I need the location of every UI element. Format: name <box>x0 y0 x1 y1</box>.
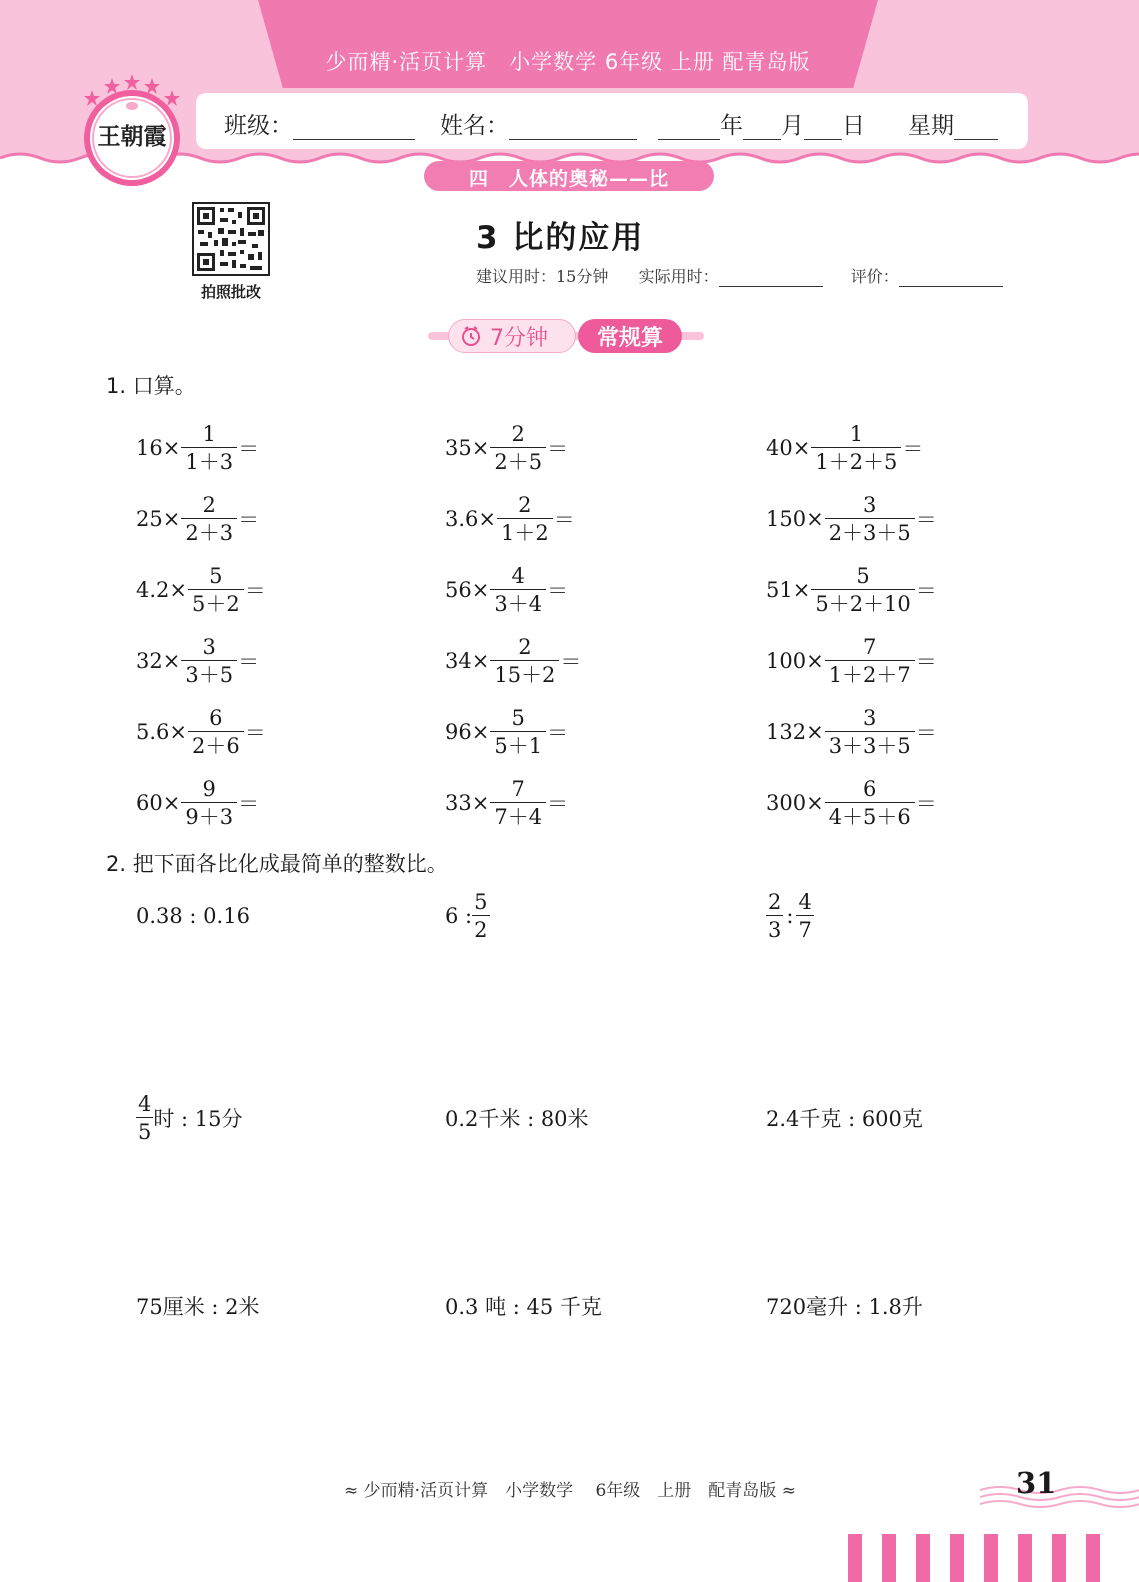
weekday-field[interactable] <box>908 107 998 140</box>
clock-icon <box>460 325 482 347</box>
footer-bar <box>916 1534 930 1582</box>
numerator: 7 <box>511 776 525 801</box>
footer-bar <box>950 1534 964 1582</box>
numerator: 2 <box>518 634 532 659</box>
footer-bar <box>1018 1534 1032 1582</box>
ratio-text: 时 : 15分 <box>153 1107 243 1131</box>
fraction <box>472 889 489 944</box>
fraction <box>181 634 237 689</box>
equals-sign: ＝ <box>560 650 582 674</box>
ratio-text: 0.2千米 : 80米 <box>445 1107 589 1131</box>
calc-expression <box>766 773 937 833</box>
calc-expression <box>445 702 568 762</box>
fraction <box>497 492 553 547</box>
footer-bar <box>1052 1534 1066 1582</box>
numerator: 3 <box>863 492 877 517</box>
fraction <box>490 776 546 831</box>
denominator: 9＋3 <box>181 802 237 831</box>
fraction <box>188 705 244 760</box>
ratio-item <box>766 1090 923 1146</box>
equals-sign: ＝ <box>902 437 924 461</box>
fraction <box>188 563 244 618</box>
denominator: 5＋2＋10 <box>811 589 914 618</box>
qr-code-icon[interactable] <box>192 202 270 276</box>
calc-expression <box>136 702 266 762</box>
equals-sign: ＝ <box>244 579 266 603</box>
multiplicand: 300× <box>766 791 824 815</box>
equals-sign: ＝ <box>915 650 937 674</box>
name-field[interactable] <box>440 107 637 140</box>
fraction <box>825 634 915 689</box>
fraction <box>825 776 915 831</box>
numerator: 5 <box>511 705 525 730</box>
fraction <box>136 1091 153 1146</box>
denominator: 2＋3 <box>181 518 237 547</box>
multiplicand: 25× <box>136 507 181 531</box>
denominator: 5＋1 <box>490 731 546 760</box>
calc-expression <box>766 631 937 691</box>
numerator: 1 <box>202 421 216 446</box>
logo-text: 王朝霞 <box>97 123 167 150</box>
calc-expression <box>136 773 259 833</box>
numerator: 4 <box>138 1091 152 1116</box>
calc-expression <box>766 489 937 549</box>
numerator: 1 <box>849 421 864 446</box>
numerator: 9 <box>202 776 216 801</box>
fraction <box>181 421 237 476</box>
calc-expression <box>136 560 266 620</box>
denominator: 2 <box>472 915 489 944</box>
fraction <box>181 492 237 547</box>
question-1-title: 1. 口算。 <box>106 374 196 398</box>
denominator: 3＋3＋5 <box>825 731 915 760</box>
equals-sign: ＝ <box>547 437 569 461</box>
ratio-item <box>136 1090 243 1146</box>
brand-logo-icon <box>78 70 186 188</box>
ratio-colon: : <box>786 904 794 928</box>
calc-expression <box>766 418 923 478</box>
question-2-title: 2. 把下面各比化成最简单的整数比。 <box>106 852 448 876</box>
year-label: 年 <box>720 113 743 139</box>
badge-type: 常规算 <box>596 326 663 351</box>
numerator: 2 <box>202 492 216 517</box>
multiplicand: 4.2× <box>136 578 187 602</box>
footer-series: ≈ 少而精·活页计算 小学数学 6年级 上册 配青岛版 ≈ <box>344 1481 796 1501</box>
calc-expression <box>136 418 259 478</box>
multiplicand: 5.6× <box>136 720 187 744</box>
fraction <box>811 421 901 476</box>
numerator: 4 <box>798 889 812 914</box>
badge-time: 7分钟 <box>490 326 548 351</box>
numerator: 2 <box>511 421 525 446</box>
denominator: 5 <box>136 1117 153 1146</box>
equals-sign: ＝ <box>238 792 260 816</box>
ratio-text: 0.3 吨 : 45 千克 <box>445 1295 602 1319</box>
ratio-item <box>445 1278 602 1334</box>
weekday-label: 星期 <box>908 113 954 139</box>
multiplicand: 51× <box>766 578 811 602</box>
multiplicand: 33× <box>445 791 490 815</box>
evaluation-field[interactable] <box>899 269 1003 287</box>
denominator: 7 <box>796 915 813 944</box>
time-info <box>476 264 1036 287</box>
denominator: 4＋5＋6 <box>825 802 915 831</box>
footer-bar <box>882 1534 896 1582</box>
equals-sign: ＝ <box>915 792 937 816</box>
denominator: 2＋5 <box>490 447 546 476</box>
equals-sign: ＝ <box>244 721 266 745</box>
calc-expression <box>445 489 575 549</box>
calc-expression <box>766 560 937 620</box>
equals-sign: ＝ <box>915 508 937 532</box>
ratio-item <box>445 1090 589 1146</box>
ratio-item <box>136 1278 260 1334</box>
denominator: 15＋2 <box>490 660 559 689</box>
denominator: 3＋5 <box>181 660 237 689</box>
denominator: 1＋3 <box>181 447 237 476</box>
denominator: 1＋2＋5 <box>811 447 901 476</box>
numerator: 5 <box>474 889 488 914</box>
fraction <box>825 705 915 760</box>
ratio-text: 75厘米 : 2米 <box>136 1295 260 1319</box>
fraction <box>490 563 546 618</box>
footer-bar <box>984 1534 998 1582</box>
ratio-text: 2.4千克 : 600克 <box>766 1107 923 1131</box>
equals-sign: ＝ <box>553 508 575 532</box>
multiplicand: 150× <box>766 507 824 531</box>
equals-sign: ＝ <box>238 508 260 532</box>
numerator: 5 <box>209 563 223 588</box>
denominator: 3 <box>766 915 783 944</box>
multiplicand: 56× <box>445 578 490 602</box>
denominator: 1＋2＋7 <box>825 660 915 689</box>
equals-sign: ＝ <box>915 721 937 745</box>
fraction <box>811 563 914 618</box>
denominator: 3＋4 <box>490 589 546 618</box>
fraction <box>825 492 915 547</box>
ratio-text: 0.38 : 0.16 <box>136 904 250 928</box>
denominator: 1＋2 <box>497 518 553 547</box>
ratio-item <box>445 888 490 944</box>
denominator: 7＋4 <box>490 802 546 831</box>
numerator: 2 <box>518 492 532 517</box>
numerator: 6 <box>209 705 223 730</box>
numerator: 6 <box>863 776 877 801</box>
footer-wave-decoration <box>980 1484 1139 1514</box>
equals-sign: ＝ <box>547 792 569 816</box>
multiplicand: 16× <box>136 436 181 460</box>
fraction <box>490 705 546 760</box>
denominator: 2＋3＋5 <box>825 518 915 547</box>
multiplicand: 34× <box>445 649 490 673</box>
series-title: 少而精·活页计算 小学数学 6年级 上册 配青岛版 <box>325 50 811 74</box>
actual-time-field[interactable] <box>719 269 823 287</box>
fraction <box>796 889 813 944</box>
equals-sign: ＝ <box>915 579 937 603</box>
numerator: 3 <box>863 705 877 730</box>
equals-sign: ＝ <box>547 579 569 603</box>
fraction <box>490 421 546 476</box>
numerator: 2 <box>768 889 782 914</box>
calc-expression <box>445 418 568 478</box>
multiplicand: 100× <box>766 649 824 673</box>
month-label: 月 <box>781 113 804 139</box>
numerator: 4 <box>511 563 525 588</box>
class-field[interactable] <box>224 107 415 140</box>
numerator: 5 <box>856 563 870 588</box>
multiplicand: 60× <box>136 791 181 815</box>
calc-expression <box>445 773 568 833</box>
suggested-time: 建议用时：15分钟 <box>476 267 609 286</box>
fraction <box>181 776 237 831</box>
class-label: 班级： <box>224 113 293 139</box>
fraction <box>766 889 783 944</box>
multiplicand: 132× <box>766 720 824 744</box>
equals-sign: ＝ <box>238 650 260 674</box>
multiplicand: 40× <box>766 436 811 460</box>
evaluation-label: 评价： <box>850 267 899 286</box>
fraction <box>490 634 559 689</box>
calc-expression <box>445 560 568 620</box>
ratio-item <box>766 1278 923 1334</box>
qr-label: 拍照批改 <box>200 283 261 301</box>
page-number: 31 <box>1016 1466 1057 1500</box>
multiplicand: 32× <box>136 649 181 673</box>
denominator: 5＋2 <box>188 589 244 618</box>
date-field[interactable] <box>658 107 865 140</box>
lesson-title: 3 比的应用 <box>476 220 645 256</box>
calc-expression <box>136 489 259 549</box>
equals-sign: ＝ <box>238 437 260 461</box>
calc-expression <box>445 631 581 691</box>
ratio-item <box>136 888 250 944</box>
ratio-text: 720毫升 : 1.8升 <box>766 1295 923 1319</box>
multiplicand: 35× <box>445 436 490 460</box>
footer-bar <box>848 1534 862 1582</box>
multiplicand: 96× <box>445 720 490 744</box>
actual-time-label: 实际用时： <box>638 267 719 286</box>
equals-sign: ＝ <box>547 721 569 745</box>
name-label: 姓名： <box>440 113 509 139</box>
ratio-item <box>766 888 814 944</box>
calc-expression <box>136 631 259 691</box>
ratio-text: 6 : <box>445 904 473 928</box>
unit-title: 四 人体的奥秘——比 <box>468 168 669 190</box>
denominator: 2＋6 <box>188 731 244 760</box>
footer-bar <box>1086 1534 1100 1582</box>
multiplicand: 3.6× <box>445 507 496 531</box>
calc-expression <box>766 702 937 762</box>
numerator: 7 <box>863 634 877 659</box>
numerator: 3 <box>202 634 216 659</box>
day-label: 日 <box>842 113 865 139</box>
